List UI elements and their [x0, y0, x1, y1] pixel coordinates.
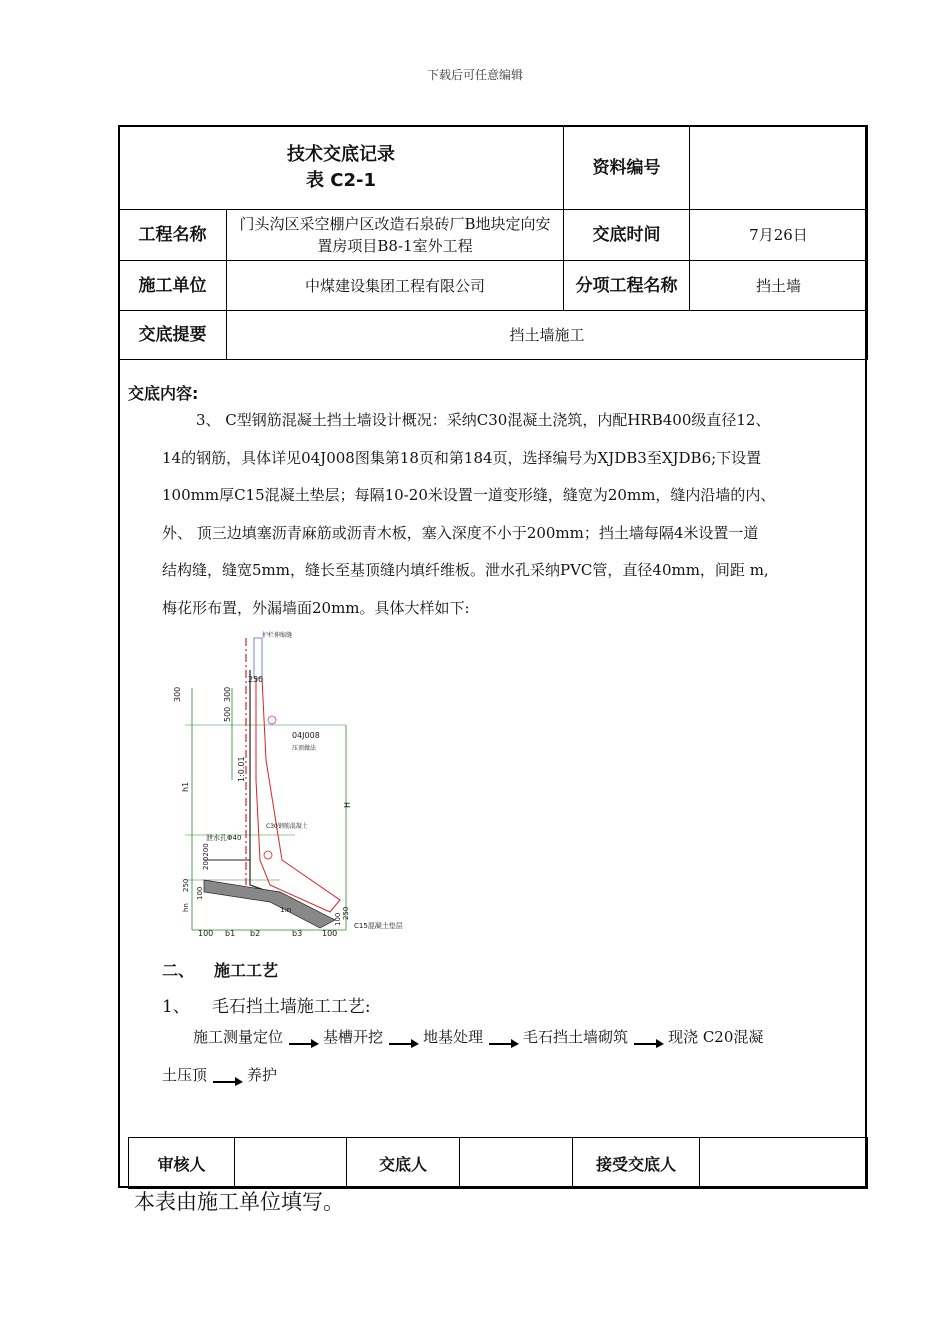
- drain-hole-icon: [264, 851, 272, 859]
- diagram-label: 250: [342, 906, 350, 920]
- diagram-label: C15混凝土垫层: [354, 922, 403, 930]
- process-flow-line2: [162, 1064, 277, 1085]
- form-title-line1: 技术交底记录: [287, 143, 395, 165]
- project-value[interactable]: 门头沟区采空棚户区改造石泉砖厂B地块定向安置房项目B8-1室外工程: [227, 210, 564, 261]
- diagram-label: 100: [334, 912, 342, 926]
- header-row-unit: [119, 261, 868, 311]
- subsection-heading: [162, 992, 371, 1017]
- content-heading: 交底内容:: [128, 384, 199, 403]
- diagram-label: 1:n: [280, 906, 292, 914]
- diagram-label: 300: [173, 686, 182, 702]
- flow-arrow-icon: [289, 1034, 319, 1048]
- flow-arrow-icon: [489, 1034, 519, 1048]
- reviewer-label: 审核人: [129, 1138, 235, 1189]
- diagram-label: 250: [182, 878, 190, 892]
- diagram-label: 护栏伸缩缝: [262, 632, 293, 639]
- doc-no-value[interactable]: [690, 126, 868, 210]
- subsection-title: 毛石挡土墙施工工艺:: [211, 997, 371, 1017]
- diagram-label: b2: [250, 929, 261, 938]
- form-title: [119, 126, 564, 210]
- para-line: 梅花形布置，外漏墙面20mm。具体大样如下:: [162, 598, 470, 617]
- flow-step: 施工测量定位: [193, 1028, 284, 1046]
- subitem-label: 分项工程名称: [564, 261, 690, 311]
- receiver-field[interactable]: [700, 1138, 868, 1189]
- content-paragraph: [162, 402, 832, 627]
- flow-step: 地基处理: [423, 1028, 484, 1046]
- date-label: 交底时间: [564, 210, 690, 261]
- diagram-label: H: [343, 801, 352, 808]
- flow-arrow-icon: [213, 1072, 243, 1086]
- flow-step: 土压顶: [162, 1066, 208, 1084]
- unit-label: 施工单位: [119, 261, 227, 311]
- diagram-label: 500: [223, 706, 232, 722]
- flow-step: 养护: [247, 1066, 278, 1084]
- section2-heading: [162, 958, 298, 981]
- diagram-label: 100: [196, 886, 204, 900]
- para-line: 结构缝，缝宽5mm，缝长至基顶缝内填纤维板。泄水孔采纳PVC管，直径40mm，间距 m,: [162, 561, 769, 579]
- reviewer-field[interactable]: [235, 1138, 347, 1189]
- signature-row: [129, 1138, 868, 1189]
- summary-label: 交底提要: [119, 311, 227, 360]
- watermark-text: 下载后可任意编辑: [426, 68, 523, 82]
- diagram-label: 1:0.01: [237, 756, 246, 782]
- diagram-label: hn: [182, 903, 190, 912]
- footnote: 本表由施工单位填写。: [134, 1190, 344, 1214]
- flow-arrow-icon: [634, 1034, 664, 1048]
- summary-value[interactable]: 挡土墙施工: [227, 311, 868, 360]
- diagram-label: 泄水孔Φ40: [206, 834, 242, 842]
- unit-value[interactable]: 中煤建设集团工程有限公司: [227, 261, 564, 311]
- diagram-label: 100: [198, 929, 214, 938]
- discloser-label: 交底人: [347, 1138, 460, 1189]
- diagram-label: 250: [248, 675, 264, 684]
- receiver-label: 接受交底人: [573, 1138, 700, 1189]
- diagram-label: 压顶做法: [292, 745, 317, 752]
- flow-step: 毛石挡土墙砌筑: [523, 1028, 629, 1046]
- discloser-field[interactable]: [460, 1138, 573, 1189]
- para-line: 14的钢筋，具体详见04J008图集第18页和第184页，选择编号为XJDB3至XJDB6;下设置: [162, 448, 762, 467]
- subitem-value[interactable]: 挡土墙: [690, 261, 868, 311]
- flow-arrow-icon: [389, 1034, 419, 1048]
- signature-table: [128, 1137, 868, 1189]
- diagram-label: C30钢筋混凝土: [266, 823, 308, 830]
- doc-no-label: 资料编号: [564, 126, 690, 210]
- process-flow-line1: [193, 1026, 763, 1047]
- diagram-label: 04J008: [292, 731, 320, 740]
- diagram-label: 300: [223, 686, 232, 702]
- flow-step: 基槽开挖: [323, 1028, 384, 1046]
- wall-outline: [256, 678, 340, 912]
- date-value[interactable]: 7月26日: [690, 210, 868, 261]
- header-row-summary: [119, 311, 868, 360]
- subsection-number: 1、: [162, 997, 190, 1017]
- flow-step: 现浇 C20混凝: [668, 1028, 764, 1046]
- para-line: 外、 顶三边填塞沥青麻筋或沥青木板，塞入深度不小于200mm；挡土墙每隔4米设置一道: [162, 523, 759, 542]
- diagram-label: 100: [322, 929, 338, 938]
- para-line: 3、 C型钢筋混凝土挡土墙设计概况：采纳C30混凝土浇筑，内配HRB400级直径12、: [196, 411, 771, 429]
- diagram-label: h1: [181, 781, 190, 792]
- project-label: 工程名称: [119, 210, 227, 261]
- para-line: 100mm厚C15混凝土垫层；每隔10-20米设置一道变形缝，缝宽为20mm，缝内沿墙的内、: [162, 486, 776, 504]
- section2-number: 二、: [162, 961, 195, 980]
- rail-post: [254, 638, 262, 678]
- header-table: [118, 125, 868, 360]
- header-row-project: [119, 210, 868, 261]
- header-row-title: [119, 126, 868, 210]
- wall-face: [250, 670, 335, 920]
- diagram-label: 200200: [202, 843, 210, 870]
- base-layer: [204, 880, 335, 928]
- section2-title: 施工工艺: [214, 961, 279, 980]
- diagram-label: b1: [225, 929, 236, 938]
- coping-joint-icon: [268, 716, 276, 724]
- diagram-label: b3: [292, 929, 303, 938]
- form-title-line2: 表 C2-1: [306, 169, 376, 191]
- retaining-wall-section-diagram: [170, 630, 410, 940]
